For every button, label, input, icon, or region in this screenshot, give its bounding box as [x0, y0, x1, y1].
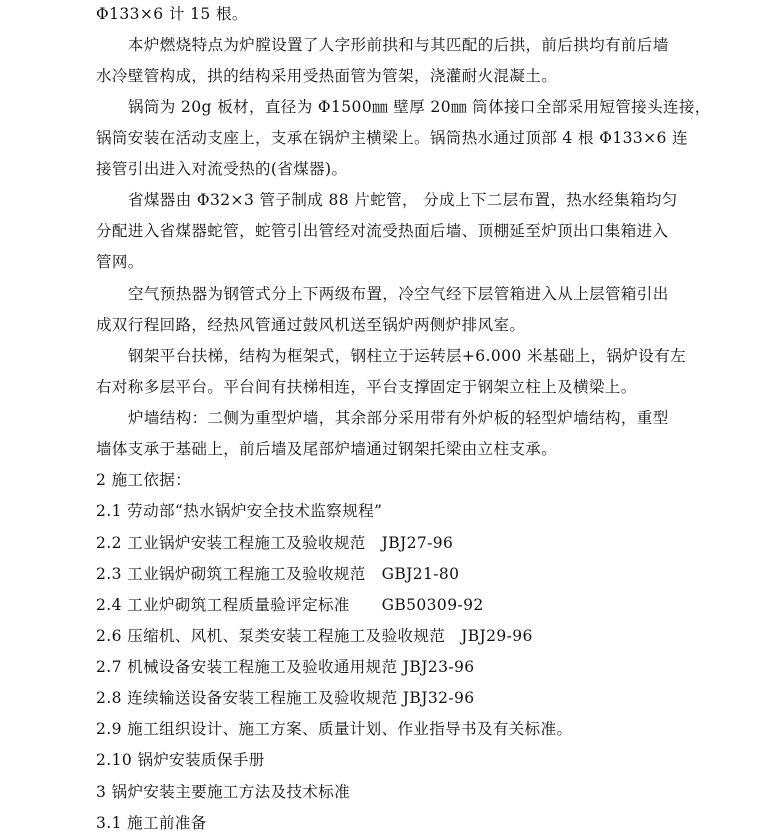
text-line: 管网。	[96, 253, 144, 271]
list-item: 2.10 锅炉安装质保手册	[96, 751, 265, 769]
text-line: 右对称多层平台。平台间有扶梯相连，平台支撑固定于钢架立柱上及横梁上。	[96, 378, 637, 396]
section-heading: 2 施工依据：	[96, 471, 192, 489]
text-line: 锅筒安装在活动支座上，支承在锅炉主横梁上。锅筒热水通过顶部 4 根 Φ133×6 连	[96, 129, 689, 147]
text-line: 炉墙结构：二侧为重型炉墙，其余部分采用带有外炉板的轻型炉墙结构，重型	[128, 409, 669, 427]
text-line: 分配进入省煤器蛇管，蛇管引出管经对流受热面后墙、顶棚延至炉顶出口集箱进入	[96, 222, 669, 240]
list-item: 2.3 工业锅炉砌筑工程施工及验收规范 GBJ21-80	[96, 565, 460, 583]
list-item: 2.4 工业炉砌筑工程质量验评定标准 GB50309-92	[96, 596, 484, 614]
text-line: 成双行程回路，经热风管通过鼓风机送至锅炉两侧炉排风室。	[96, 316, 526, 334]
section-heading: 3 锅炉安装主要施工方法及技术标准	[96, 783, 351, 801]
text-line: Φ133×6 计 15 根。	[96, 5, 248, 23]
text-line: 锅筒为 20g 板材，直径为 Φ1500㎜ 壁厚 20㎜ 筒体接口全部采用短管接头连接，	[128, 98, 711, 116]
text-line: 墙体支承于基础上，前后墙及尾部炉墙通过钢架托梁由立柱支承。	[96, 440, 558, 458]
subsection-heading: 3.1 施工前准备	[96, 814, 207, 832]
text-line: 钢架平台扶梯，结构为框架式，钢柱立于运转层+6.000 米基础上，锅炉设有左	[128, 347, 686, 365]
list-item: 2.2 工业锅炉安装工程施工及验收规范 JBJ27-96	[96, 534, 454, 552]
list-item: 2.7 机械设备安装工程施工及验收通用规范 JBJ23-96	[96, 658, 475, 676]
text-line: 水冷壁管构成，拱的结构采用受热面管为管架，浇灌耐火混凝土。	[96, 67, 558, 85]
list-item: 2.9 施工组织设计、施工方案、质量计划、作业指导书及有关标准。	[96, 720, 573, 738]
text-line: 接管引出进入对流受热的(省煤器)。	[96, 160, 348, 178]
text-line: 省煤器由 Φ32×3 管子制成 88 片蛇管， 分成上下二层布置，热水经集箱均匀	[128, 191, 678, 209]
text-line: 空气预热器为钢管式分上下两级布置，冷空气经下层管箱进入从上层管箱引出	[128, 285, 669, 303]
list-item: 2.8 连续输送设备安装工程施工及验收规范 JBJ32-96	[96, 689, 475, 707]
list-item: 2.1 劳动部“热水锅炉安全技术监察规程”	[96, 502, 383, 520]
text-line: 本炉燃烧特点为炉膛设置了人字形前拱和与其匹配的后拱，前后拱均有前后墙	[128, 36, 669, 54]
list-item: 2.6 压缩机、风机、泵类安装工程施工及验收规范 JBJ29-96	[96, 627, 533, 645]
